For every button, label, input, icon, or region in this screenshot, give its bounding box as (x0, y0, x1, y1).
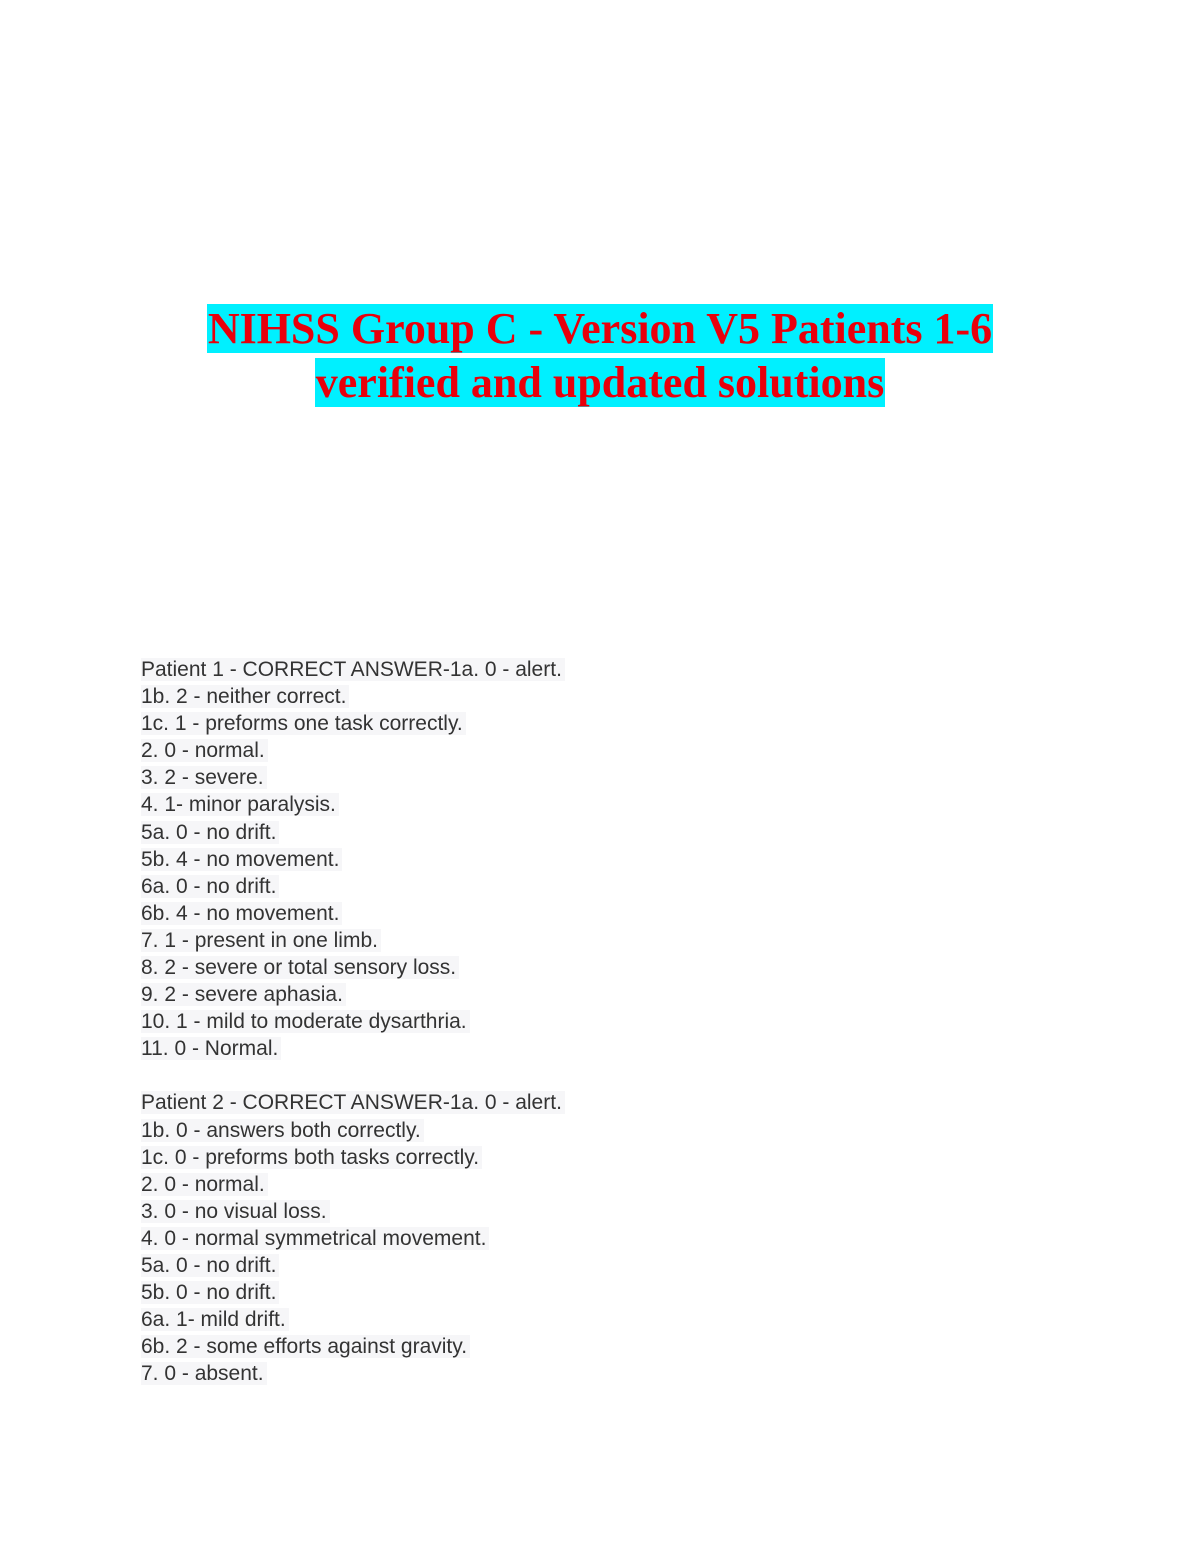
document-title (0, 302, 1200, 410)
patient-2-answers (141, 1089, 1041, 1387)
answer-line: 1b. 2 - neither correct. (141, 683, 1041, 710)
answer-line: 4. 1- minor paralysis. (141, 791, 1041, 818)
answer-line: 7. 1 - present in one limb. (141, 927, 1041, 954)
title-line-1 (0, 302, 1200, 356)
answer-line: 6b. 4 - no movement. (141, 900, 1041, 927)
answer-line: 4. 0 - normal symmetrical movement. (141, 1225, 1041, 1252)
answer-line: 2. 0 - normal. (141, 1171, 1041, 1198)
answer-line: 8. 2 - severe or total sensory loss. (141, 954, 1041, 981)
answer-line: 2. 0 - normal. (141, 737, 1041, 764)
answer-line: 5b. 0 - no drift. (141, 1279, 1041, 1306)
answer-line: 6b. 2 - some efforts against gravity. (141, 1333, 1041, 1360)
title-line-2 (0, 356, 1200, 410)
answer-line: 5a. 0 - no drift. (141, 1252, 1041, 1279)
patient-1-answers (141, 656, 1041, 1062)
answer-line: 1c. 1 - preforms one task correctly. (141, 710, 1041, 737)
answer-line: 3. 0 - no visual loss. (141, 1198, 1041, 1225)
answer-line: 9. 2 - severe aphasia. (141, 981, 1041, 1008)
document-body (141, 656, 1041, 1414)
answer-line: 6a. 0 - no drift. (141, 873, 1041, 900)
answer-line: 1b. 0 - answers both correctly. (141, 1117, 1041, 1144)
answer-line: 3. 2 - severe. (141, 764, 1041, 791)
answer-line: Patient 2 - CORRECT ANSWER-1a. 0 - alert. (141, 1089, 1041, 1116)
answer-line: 7. 0 - absent. (141, 1360, 1041, 1387)
answer-line: Patient 1 - CORRECT ANSWER-1a. 0 - alert. (141, 656, 1041, 683)
answer-line: 10. 1 - mild to moderate dysarthria. (141, 1008, 1041, 1035)
answer-line: 5b. 4 - no movement. (141, 846, 1041, 873)
answer-line: 6a. 1- mild drift. (141, 1306, 1041, 1333)
answer-line: 1c. 0 - preforms both tasks correctly. (141, 1144, 1041, 1171)
answer-line: 11. 0 - Normal. (141, 1035, 1041, 1062)
answer-line: 5a. 0 - no drift. (141, 819, 1041, 846)
title-line-2-text: verified and updated solutions (315, 358, 885, 407)
title-line-1-text: NIHSS Group C - Version V5 Patients 1-6 (207, 304, 993, 353)
